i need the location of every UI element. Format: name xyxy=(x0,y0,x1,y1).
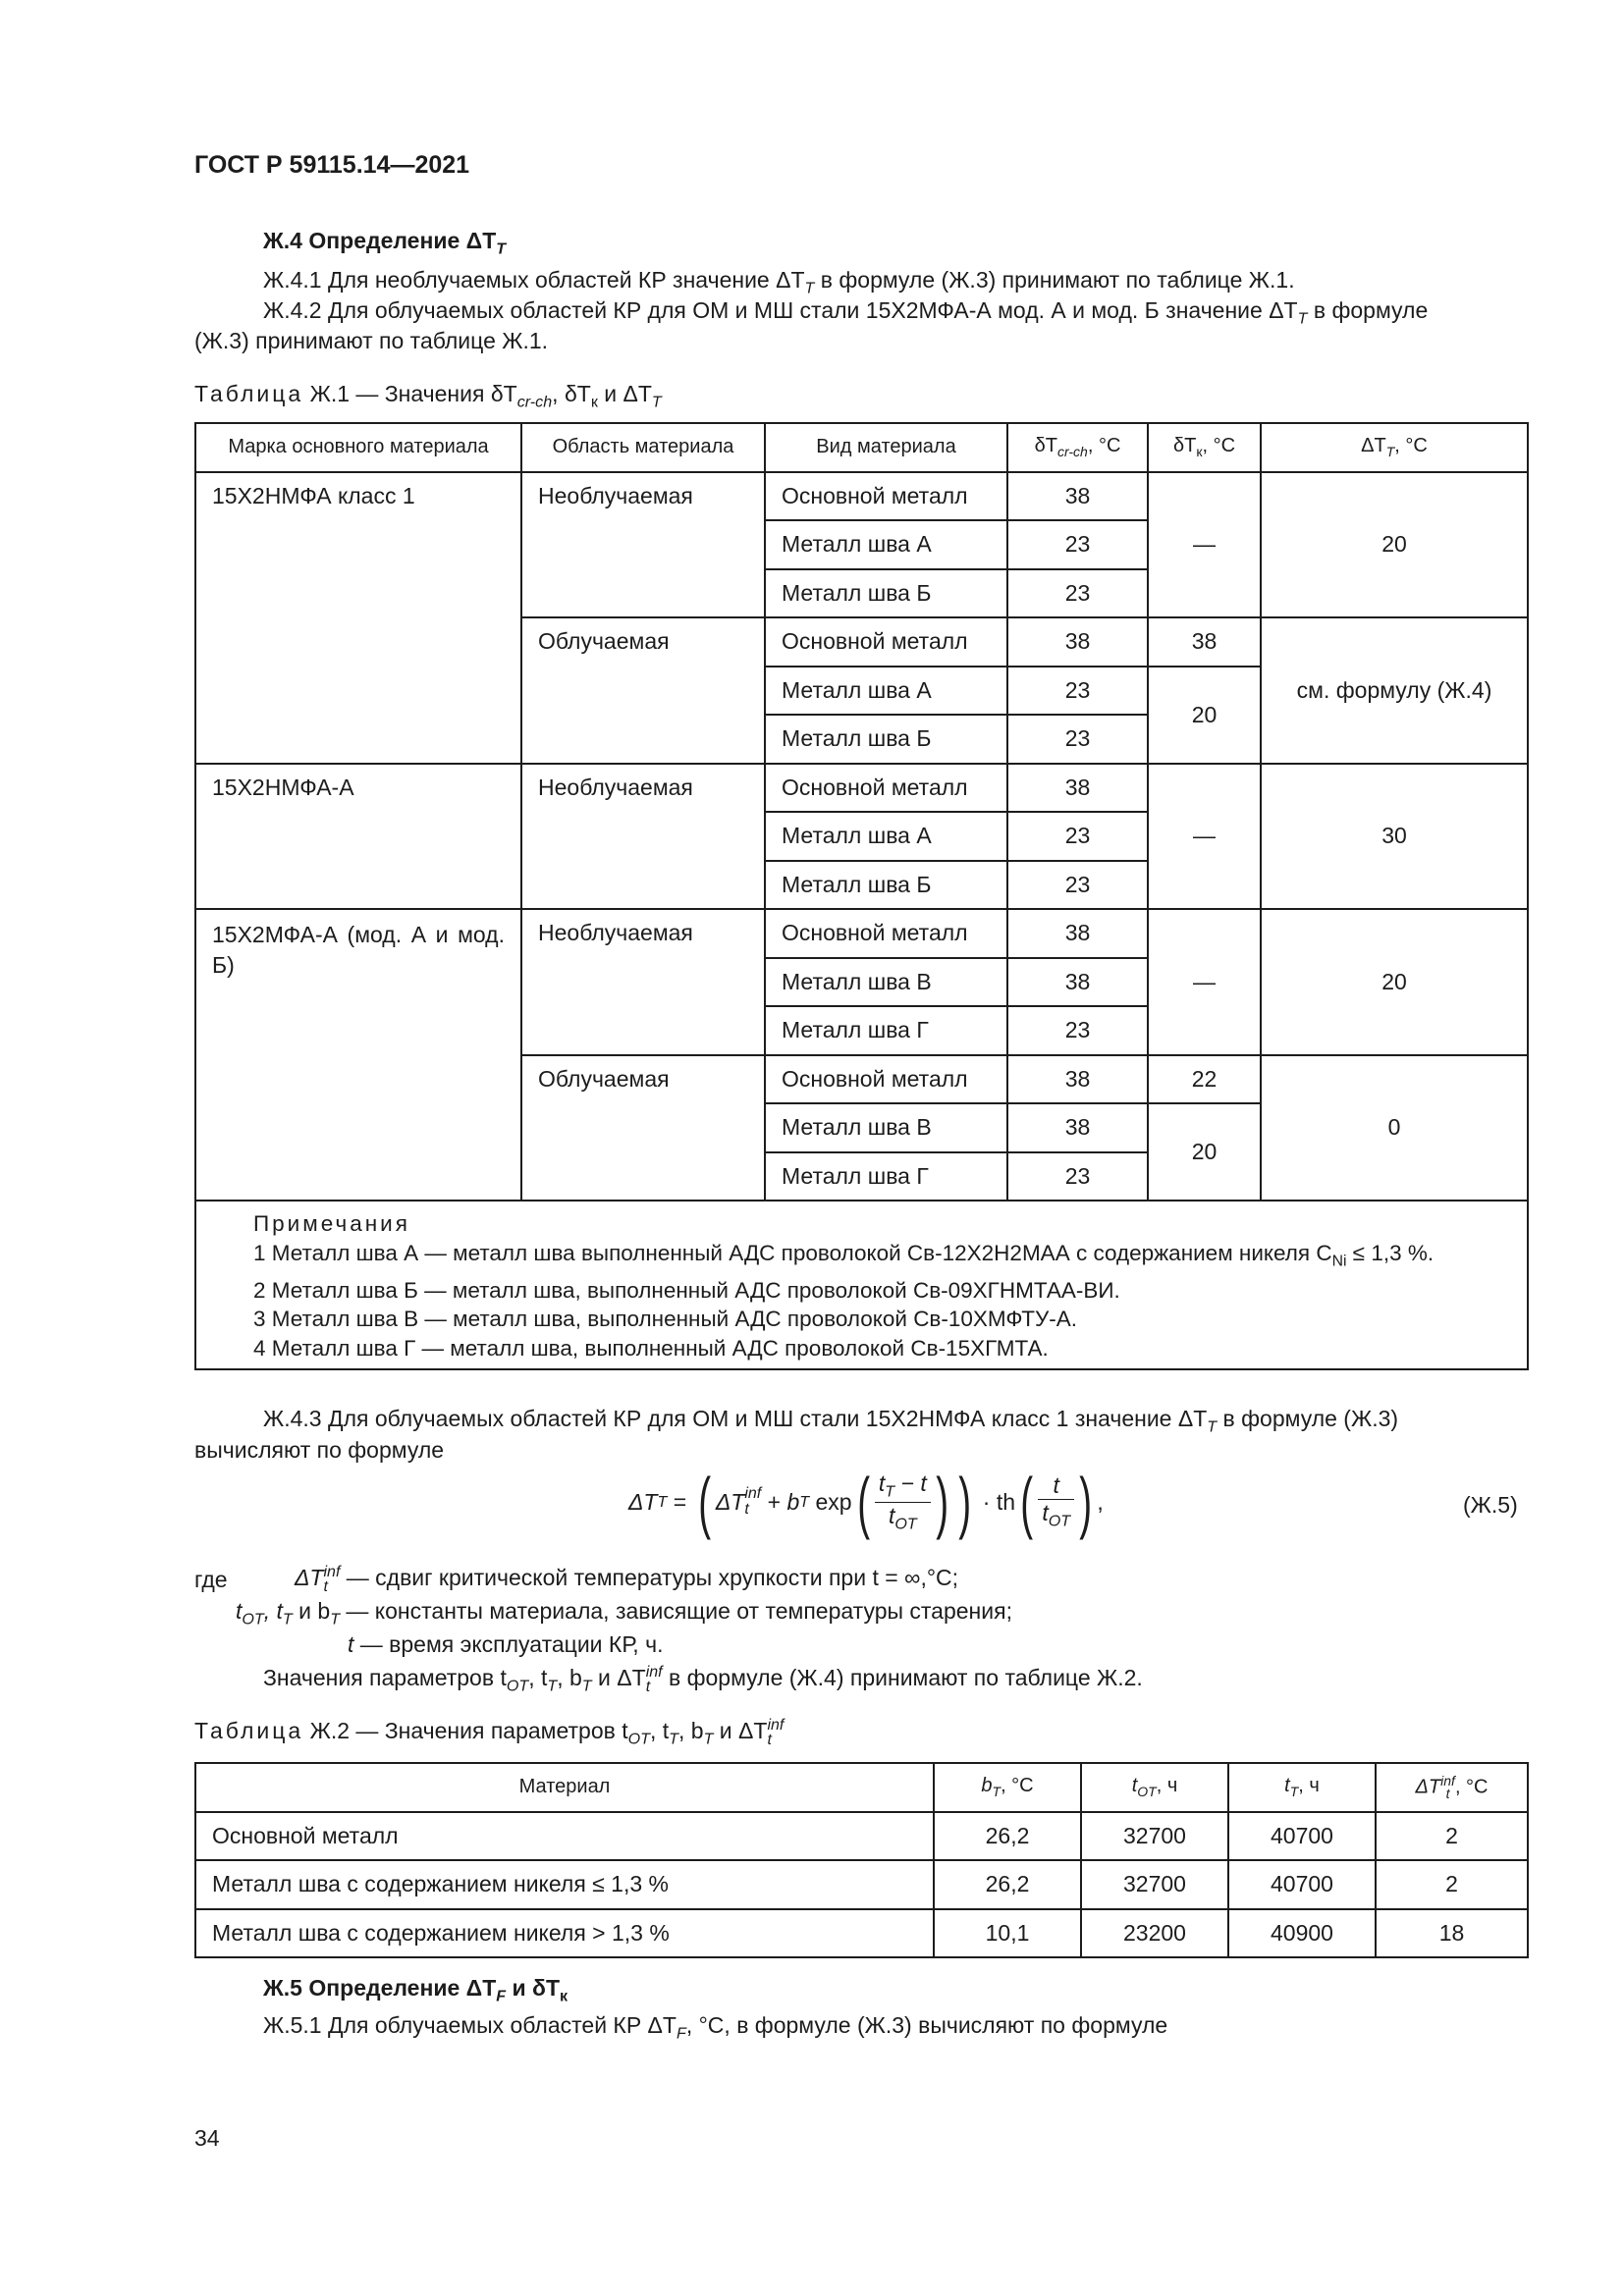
cell-dt: 2 xyxy=(1376,1860,1528,1909)
formula-b-sub: T xyxy=(799,1492,810,1511)
table-row xyxy=(195,472,1528,521)
table-row xyxy=(195,1860,1528,1909)
cell-dtcr: 23 xyxy=(1007,569,1148,618)
table2-header-bt: $b_T$, °C xyxy=(934,1763,1081,1812)
cell-dtcr: 23 xyxy=(1007,861,1148,910)
formula-lhs: ΔT xyxy=(628,1488,658,1515)
formula-eq: = xyxy=(667,1488,693,1515)
note-3: 3 Металл шва В — металл шва, выполненный АДС проволокой Св-10ХМФТУ-А. xyxy=(253,1307,1078,1331)
table1-header-dtt: $\Delta T_T$, °C xyxy=(1261,423,1528,472)
table2-header-tot: $t_{OT}$, ч xyxy=(1081,1763,1228,1812)
fraction-2-den: $t_{OT}$ xyxy=(1042,1500,1071,1530)
cell-dtt: см. формулу (Ж.4) xyxy=(1261,617,1528,764)
table-zh2 xyxy=(194,1762,1529,1958)
cell-dtk: 20 xyxy=(1148,1103,1261,1201)
table-zh1 xyxy=(194,422,1529,1370)
notes-title: Примечания xyxy=(253,1211,410,1236)
cell-kind: Металл шва Г xyxy=(765,1006,1007,1055)
cell-dtcr: 38 xyxy=(1007,909,1148,958)
page-number: 34 xyxy=(194,2125,220,2151)
cell-dtt: 0 xyxy=(1261,1055,1528,1201)
cell-area: Необлучаемая xyxy=(521,764,765,910)
cell-dtcr: 23 xyxy=(1007,1006,1148,1055)
fraction-1-den: $t_{OT}$ xyxy=(888,1502,917,1533)
note-2: 2 Металл шва Б — металл шва, выполненный АДС проволокой Св-09ХГНМТАА-ВИ. xyxy=(253,1277,1120,1303)
cell-kind: Основной металл xyxy=(765,472,1007,521)
cell-kind: Металл шва Б xyxy=(765,861,1007,910)
table-row xyxy=(195,764,1528,813)
cell-area: Необлучаемая xyxy=(521,472,765,618)
formula-th: · th xyxy=(976,1488,1015,1515)
cell-bt: 26,2 xyxy=(934,1860,1081,1909)
cell-dtcr: 38 xyxy=(1007,1055,1148,1104)
formula-lhs-sub: T xyxy=(657,1492,668,1511)
formula-term1: ΔT xyxy=(715,1488,745,1515)
cell-tt: 40700 xyxy=(1228,1812,1376,1861)
cell-kind: Металл шва В xyxy=(765,958,1007,1007)
cell-dtt: 20 xyxy=(1261,472,1528,618)
cell-kind: Металл шва Г xyxy=(765,1152,1007,1201)
cell-kind: Основной металл xyxy=(765,764,1007,813)
cell-tt: 40700 xyxy=(1228,1860,1376,1909)
cell-area: Облучаемая xyxy=(521,1055,765,1201)
cell-dt: 2 xyxy=(1376,1812,1528,1861)
paren-close-2: ) xyxy=(935,1464,948,1540)
table1-notes xyxy=(195,1201,1528,1369)
paragraph-zh4-3: Ж.4.3 Для облучаемых областей КР для ОМ и МШ стали 15Х2НМФА класс 1 значение $\Delta T_T$ в формуле (Ж.3) xyxy=(263,1406,1399,1436)
cell-kind: Металл шва Б xyxy=(765,569,1007,618)
formula-term1-sub: t xyxy=(744,1501,749,1518)
cell-dtcr: 23 xyxy=(1007,1152,1148,1201)
cell-material: 15Х2НМФА класс 1 xyxy=(195,472,521,764)
paren-close-3: ) xyxy=(1079,1464,1093,1540)
cell-material: 15Х2МФА-А (мод. А и мод. Б) xyxy=(195,909,521,1201)
cell-dtcr: 23 xyxy=(1007,715,1148,764)
cell-tot: 23200 xyxy=(1081,1909,1228,1958)
cell-dtk: — xyxy=(1148,472,1261,618)
note-1: 1 Металл шва А — металл шва выполненный АДС проволокой Св-12Х2Н2МАА с содержанием никеля $C_{Ni} \le 1,3$ %. xyxy=(253,1240,1435,1269)
cell-kind: Металл шва А xyxy=(765,520,1007,569)
fraction-2-num: t xyxy=(1038,1472,1074,1500)
cell-kind: Металл шва Б xyxy=(765,715,1007,764)
table2-header-row xyxy=(195,1763,1528,1812)
section-zh5-title: Ж.5 Определение $\Delta T_F$ и $\delta T_к$ xyxy=(263,1975,568,2005)
paragraph-zh4-2: Ж.4.2 Для облучаемых областей КР для ОМ и МШ стали 15Х2МФА-А мод. А и мод. Б значение $\Delta T_T$ в формуле xyxy=(263,297,1429,328)
paragraph-zh4-1: Ж.4.1 Для необлучаемых областей КР значение $\Delta T_T$ в формуле (Ж.3) принимают по таблице Ж.1. xyxy=(263,267,1295,297)
formula-label: (Ж.5) xyxy=(1463,1492,1518,1518)
fraction-1-num: $t_T - t$ xyxy=(875,1470,931,1503)
cell-dtk: — xyxy=(1148,764,1261,910)
cell-dtt: 20 xyxy=(1261,909,1528,1055)
formula-comma: , xyxy=(1097,1488,1104,1515)
cell-dtk: 20 xyxy=(1148,667,1261,764)
params-paragraph: Значения параметров $t_{OT}$, $t_T$, $b_T$ и ΔT inf t в формуле (Ж.4) принимают по таблице Ж.2. xyxy=(263,1664,1143,1695)
paren-open: ( xyxy=(697,1464,711,1540)
formula-zh5 xyxy=(628,1463,1104,1541)
paragraph-zh5-1: Ж.5.1 Для облучаемых областей КР $\Delta T_F$, °C, в формуле (Ж.3) вычисляют по формуле xyxy=(263,2012,1168,2043)
paren-close: ) xyxy=(958,1464,972,1540)
table1-notes-row xyxy=(195,1201,1528,1369)
cell-dtcr: 38 xyxy=(1007,472,1148,521)
table-row xyxy=(195,1812,1528,1861)
where-item-3: t — время эксплуатации КР, ч. xyxy=(348,1631,664,1657)
cell-area: Облучаемая xyxy=(521,617,765,764)
table1-caption: Таблица Ж.1 — Значения $\delta T_{cr-ch}$, $\delta T_к$ и $\Delta T_T$ xyxy=(194,381,662,411)
table-row xyxy=(195,1909,1528,1958)
cell-dtcr: 23 xyxy=(1007,520,1148,569)
cell-dtcr: 23 xyxy=(1007,667,1148,716)
cell-tt: 40900 xyxy=(1228,1909,1376,1958)
cell-dtcr: 38 xyxy=(1007,958,1148,1007)
cell-dtk: — xyxy=(1148,909,1261,1055)
formula-exp: exp xyxy=(809,1488,852,1515)
cell-kind: Металл шва В xyxy=(765,1103,1007,1152)
cell-dtcr: 38 xyxy=(1007,1103,1148,1152)
table1-header-kind: Вид материала xyxy=(765,423,1007,472)
paren-open-3: ( xyxy=(1020,1464,1034,1540)
table-row xyxy=(195,909,1528,958)
cell-kind: Металл шва А xyxy=(765,812,1007,861)
paragraph-zh4-2-cont: (Ж.3) принимают по таблице Ж.1. xyxy=(194,328,549,353)
table1-header-row xyxy=(195,423,1528,472)
section-zh4-title: Ж.4 Определение $\Delta T_T$ xyxy=(263,228,507,258)
cell-material: Металл шва с содержанием никеля ≤ 1,3 % xyxy=(195,1860,934,1909)
table2-header-dt: ΔT inf t , °C xyxy=(1376,1763,1528,1812)
fraction-2 xyxy=(1038,1472,1074,1531)
cell-dtcr: 23 xyxy=(1007,812,1148,861)
table1-header-dtk: $\delta T_к$, °C xyxy=(1148,423,1261,472)
paragraph-zh4-3-cont: вычисляют по формуле xyxy=(194,1437,445,1463)
paren-open-2: ( xyxy=(856,1464,870,1540)
cell-kind: Основной металл xyxy=(765,617,1007,667)
cell-dtcr: 38 xyxy=(1007,764,1148,813)
cell-material: 15Х2НМФА-А xyxy=(195,764,521,910)
table1-header-dtcr: $\delta T_{cr-ch}$, °C xyxy=(1007,423,1148,472)
cell-tot: 32700 xyxy=(1081,1860,1228,1909)
formula-plus: + xyxy=(761,1488,787,1515)
cell-tot: 32700 xyxy=(1081,1812,1228,1861)
document-id: ГОСТ Р 59115.14—2021 xyxy=(194,151,470,179)
table2-header-tt: $t_T$, ч xyxy=(1228,1763,1376,1812)
cell-kind: Основной металл xyxy=(765,909,1007,958)
cell-area: Необлучаемая xyxy=(521,909,765,1055)
table2-header-material: Материал xyxy=(195,1763,934,1812)
table1-header-area: Область материала xyxy=(521,423,765,472)
cell-bt: 10,1 xyxy=(934,1909,1081,1958)
where-label: где xyxy=(194,1567,228,1592)
note-4: 4 Металл шва Г — металл шва, выполненный АДС проволокой Св-15ХГМТА. xyxy=(253,1335,1049,1361)
cell-kind: Основной металл xyxy=(765,1055,1007,1104)
cell-dtt: 30 xyxy=(1261,764,1528,910)
where-item-2: $t_{OT}$, $t_T$ и $b_T$ — константы материала, зависящие от температуры старения; xyxy=(236,1598,1012,1629)
where-item-1: ΔT inf t — сдвиг критической температуры хрупкости при t = ∞,°C; xyxy=(295,1564,959,1595)
cell-dtk: 22 xyxy=(1148,1055,1261,1104)
cell-material: Основной металл xyxy=(195,1812,934,1861)
cell-bt: 26,2 xyxy=(934,1812,1081,1861)
formula-b: b xyxy=(786,1488,800,1515)
cell-dt: 18 xyxy=(1376,1909,1528,1958)
cell-kind: Металл шва А xyxy=(765,667,1007,716)
cell-dtk: 38 xyxy=(1148,617,1261,667)
fraction-1 xyxy=(875,1470,931,1533)
cell-dtcr: 38 xyxy=(1007,617,1148,667)
table1-header-material: Марка основного материала xyxy=(195,423,521,472)
table2-caption: Таблица Ж.2 — Значения параметров $t_{OT}$, $t_T$, $b_T$ и ΔT inf t xyxy=(194,1717,785,1748)
formula-term1-sup: inf xyxy=(744,1485,762,1502)
cell-material: Металл шва с содержанием никеля > 1,3 % xyxy=(195,1909,934,1958)
